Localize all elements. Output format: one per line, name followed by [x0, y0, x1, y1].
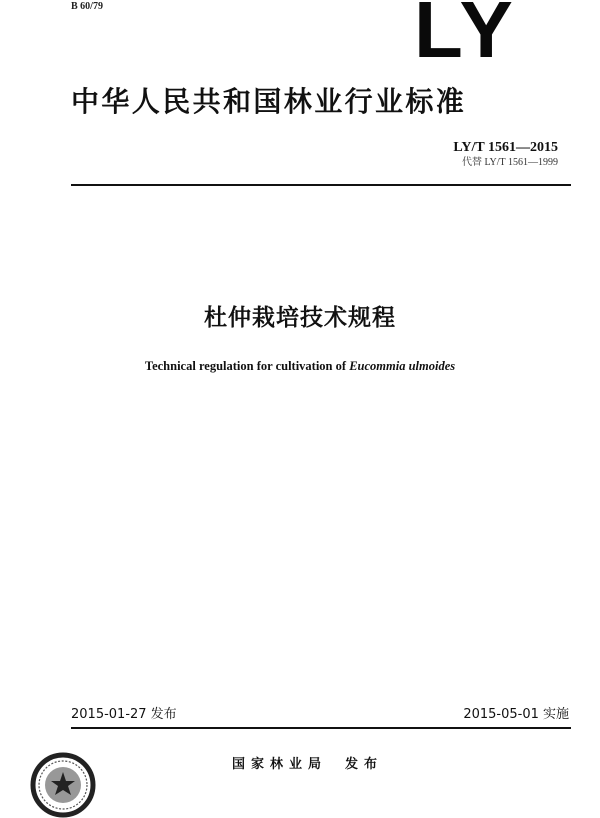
subtitle-prefix: Technical regulation for cultivation of: [144, 359, 350, 373]
issue-date: 2015-01-27 发布: [71, 707, 177, 722]
standard-category-title: 中华人民共和国林业行业标准: [71, 85, 467, 118]
standard-number: LY/T 1561—2015: [453, 140, 558, 155]
document-title: 杜仲栽培技术规程: [204, 305, 396, 331]
release-label: 发布: [345, 757, 384, 772]
publisher-line: [232, 756, 383, 774]
classification-code: B 60/79: [71, 1, 103, 12]
document-subtitle-en: [0, 358, 600, 374]
implementation-date: 2015-05-01 实施: [463, 707, 569, 722]
official-seal-icon: [30, 752, 96, 818]
footer-divider: [71, 727, 571, 729]
subtitle-species-name: Eucommia ulmoides: [349, 359, 456, 373]
ly-logo: LY: [414, 0, 517, 74]
header-divider: [71, 184, 571, 186]
publisher-name: 国家林业局: [232, 757, 328, 772]
replaced-standard: 代替 LY/T 1561—1999: [461, 157, 558, 168]
